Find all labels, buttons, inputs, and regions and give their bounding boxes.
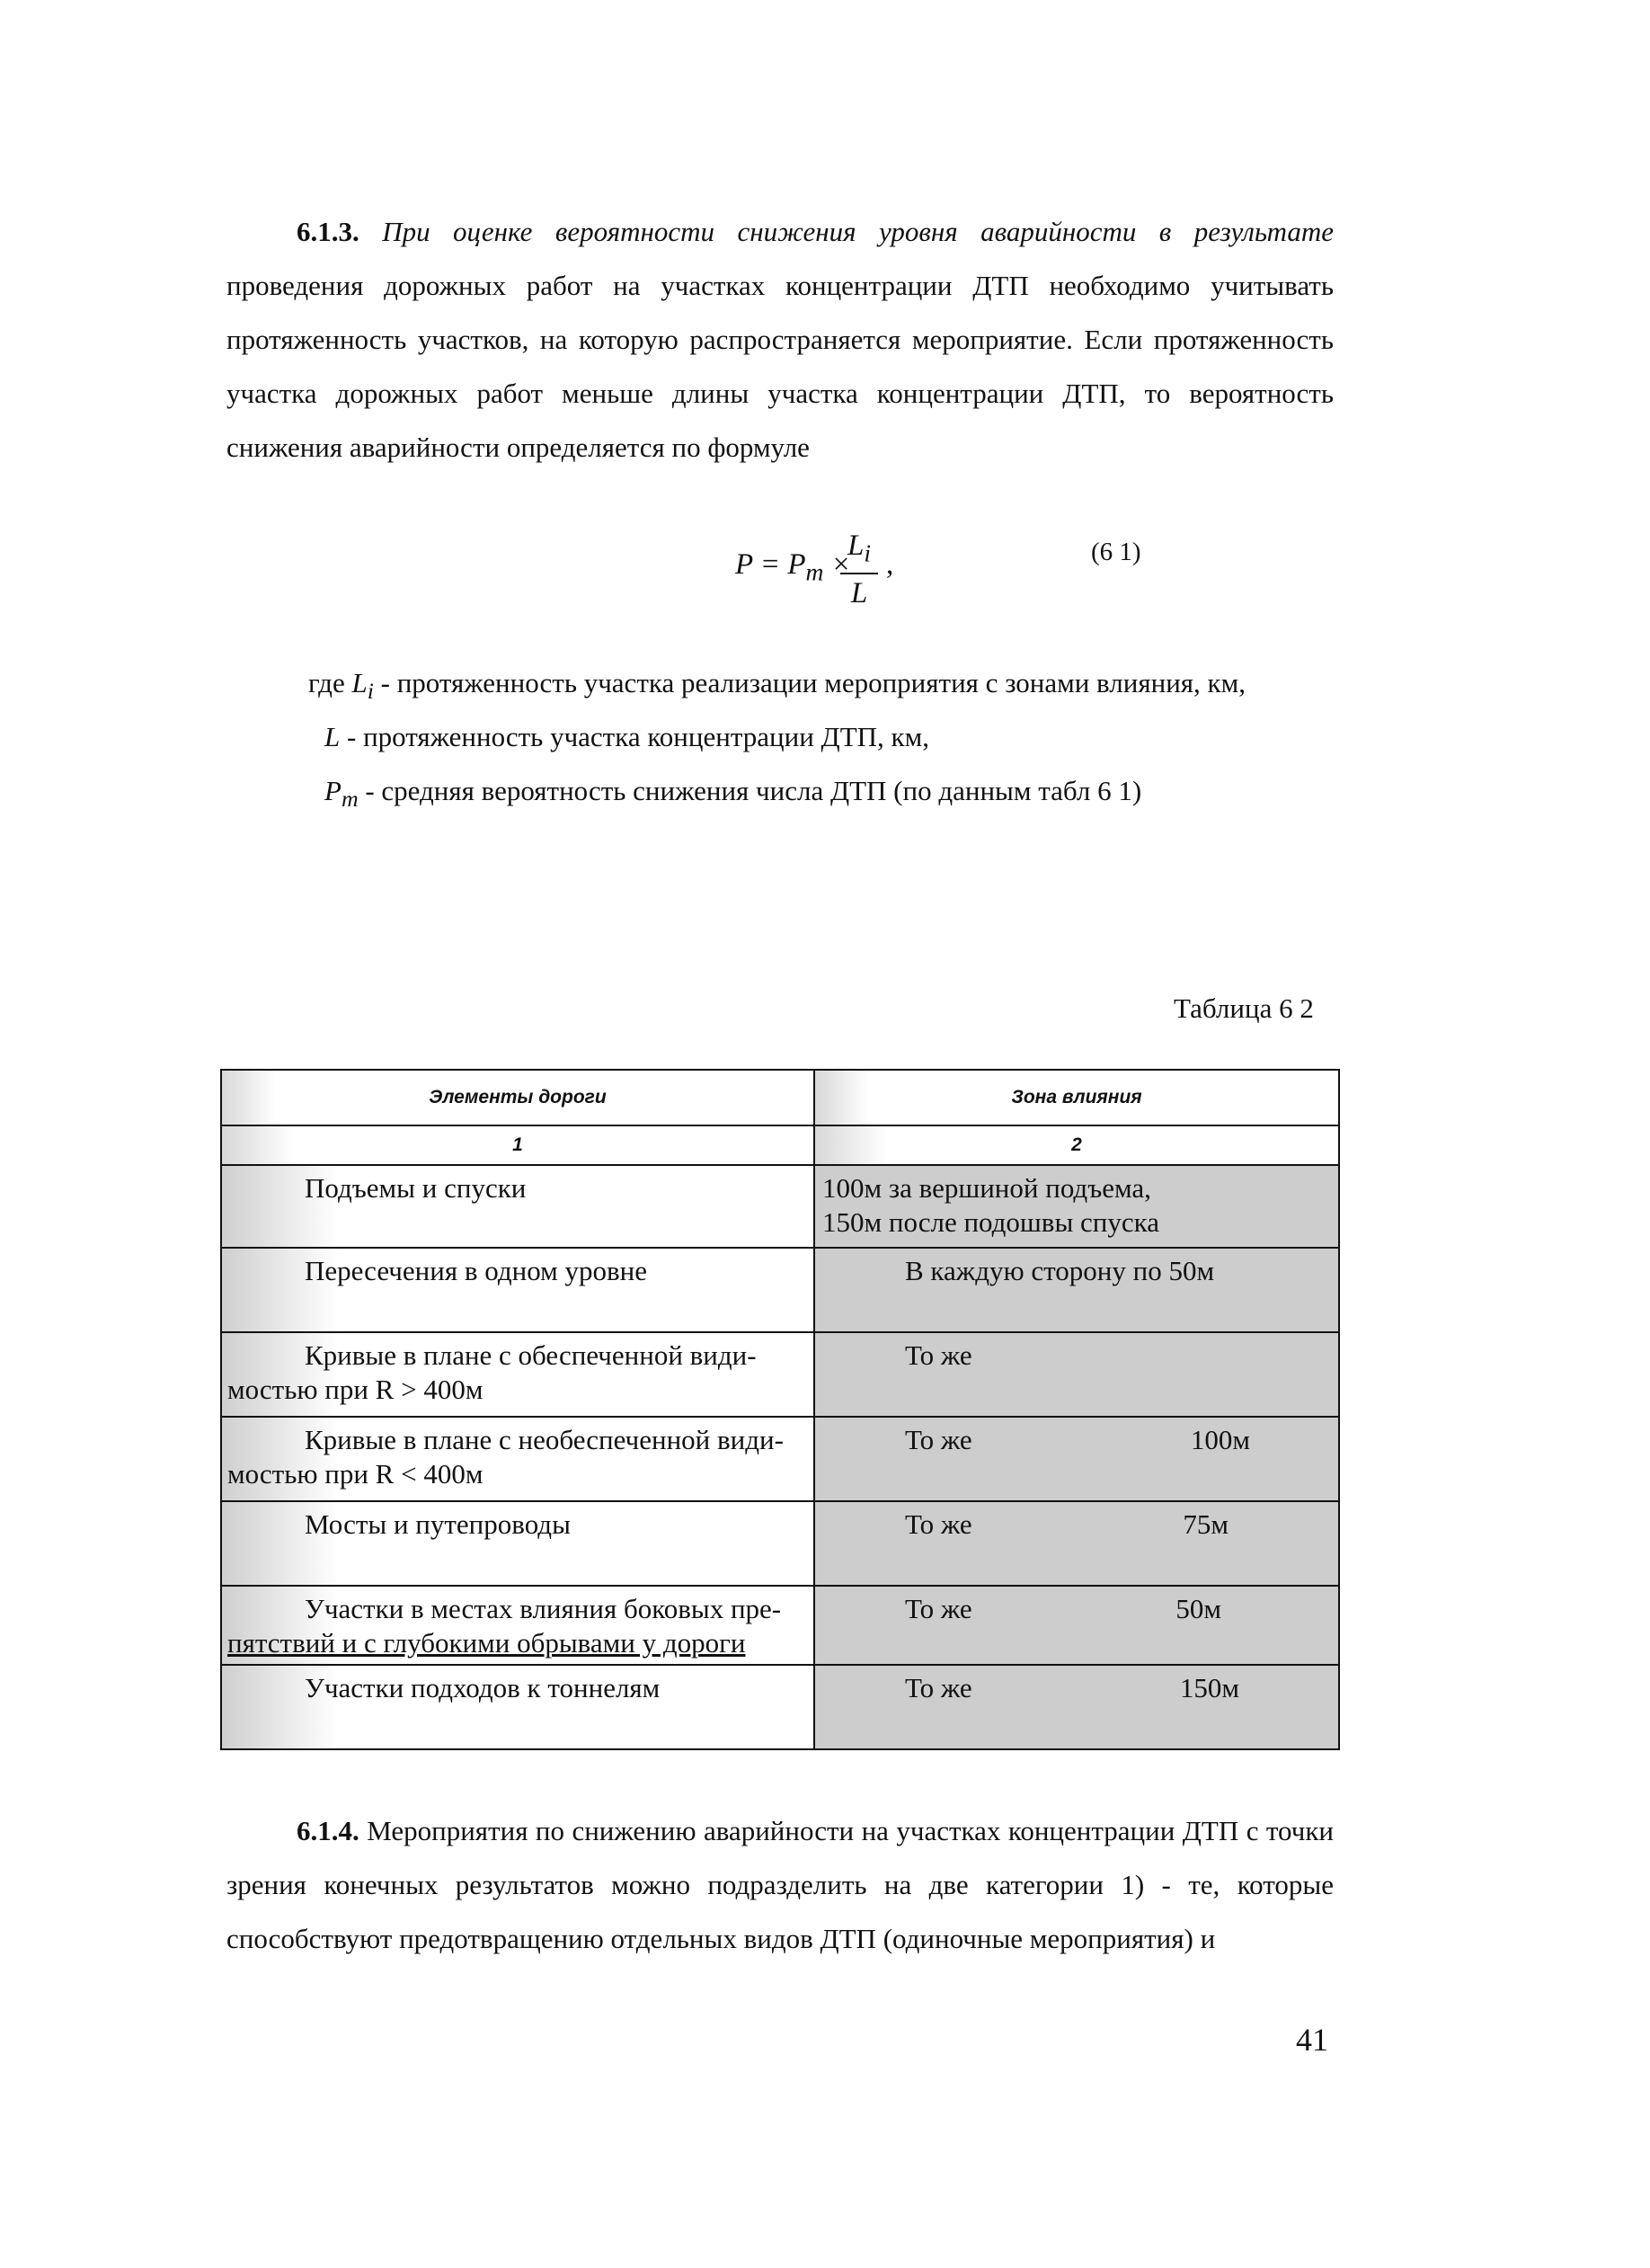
header-road-elements: Элементы дороги — [221, 1070, 814, 1125]
table-row — [221, 1501, 1339, 1586]
fraction-numerator — [837, 529, 882, 571]
zone-text: То же — [905, 1424, 972, 1455]
formula-comma: , — [886, 548, 894, 581]
formula-left — [735, 548, 851, 587]
formula-sub-m: m — [805, 557, 824, 586]
zone-cell — [814, 1332, 1339, 1417]
element-cell — [221, 1665, 814, 1749]
zone-text-line-1: 100м за вершиной подъема, — [822, 1172, 1151, 1204]
formula-lhs: P = P — [735, 548, 806, 581]
element-text: Подъемы и спуски — [305, 1172, 527, 1204]
element-text: Мосты и путепроводы — [305, 1508, 571, 1540]
equation-number: (6 1) — [1091, 538, 1141, 566]
element-cell — [221, 1501, 814, 1586]
element-text-line-1: Кривые в плане с обеспеченной види- — [305, 1339, 757, 1371]
zone-text: В каждую сторону по 50м — [905, 1255, 1215, 1286]
where-line-1 — [308, 665, 1246, 709]
column-number-1: 1 — [221, 1125, 814, 1165]
formula-6-1 — [735, 529, 1005, 609]
zone-text: То же — [905, 1508, 972, 1540]
element-text-line-1: Кривые в плане с необеспеченной види- — [305, 1424, 784, 1455]
numerator-sub: i — [864, 538, 871, 567]
zone-text: То же — [905, 1593, 972, 1624]
table-column-number-row — [221, 1125, 1339, 1165]
table-row — [221, 1165, 1339, 1248]
zone-value: 150м — [1179, 1672, 1239, 1703]
paragraph-6-1-3 — [226, 205, 1334, 475]
formula-fraction — [837, 529, 882, 610]
zone-text: То же — [905, 1339, 972, 1371]
element-cell — [221, 1332, 814, 1417]
fraction-bar — [840, 573, 878, 574]
table-row — [221, 1332, 1339, 1417]
zone-cell — [814, 1586, 1339, 1665]
zone-cell — [814, 1665, 1339, 1749]
zone-cell — [814, 1417, 1339, 1501]
page-number: 41 — [1296, 2022, 1328, 2058]
table-row — [221, 1665, 1339, 1749]
where-line-3 — [324, 773, 1141, 817]
zone-value: 50м — [1175, 1593, 1221, 1624]
formula-times: × — [823, 548, 851, 581]
paragraph-text: Мероприятия по снижению аварийности на участках концентрации ДТП с точки зрения конечных результатов можно подразделить на две категории 1) - те, которые способствуют предотвращению отдельных видов ДТП (одиночные мероприятия) и — [226, 1815, 1334, 1954]
zone-text-line-2: 150м после подошвы спуска — [822, 1206, 1159, 1238]
influence-zone-table — [220, 1069, 1340, 1750]
where-prefix: где — [308, 667, 345, 698]
where-symbol: P — [324, 775, 342, 806]
paragraph-text: проведения дорожных работ на участках концентрации ДТП необходимо учитывать протяженность участков, на которую распространяется мероприятие. Если протяженность участка дорожных работ меньше длины участка концентрации ДТП, то вероятность снижения аварийности определяется по формуле — [226, 270, 1334, 463]
element-text: Пересечения в одном уровне — [305, 1255, 647, 1286]
zone-cell — [814, 1501, 1339, 1586]
where-symbol: L — [324, 721, 341, 752]
element-cell — [221, 1165, 814, 1248]
element-text-line-2: мостью при R > 400м — [227, 1374, 483, 1405]
column-number-2: 2 — [814, 1125, 1339, 1165]
zone-value: 100м — [1190, 1424, 1250, 1455]
section-number: 6.1.3. — [297, 216, 359, 247]
element-text-line-2: мостью при R < 400м — [227, 1458, 483, 1490]
paragraph-italic-text: При оценке вероятности снижения уровня аварийности в результате — [382, 216, 1335, 247]
where-line-2 — [324, 719, 929, 755]
where-text: - протяженность участка концентрации ДТП, км, — [340, 721, 929, 752]
where-symbol: L — [351, 667, 368, 698]
where-symbol-sub: i — [367, 678, 374, 705]
header-influence-zone: Зона влияния — [814, 1070, 1339, 1125]
section-number: 6.1.4. — [297, 1815, 359, 1846]
paragraph-6-1-4 — [226, 1804, 1334, 1966]
element-text-line-1: Участки в местах влияния боковых пре- — [305, 1593, 782, 1624]
zone-value: 75м — [1183, 1508, 1229, 1540]
where-symbol-sub: m — [341, 786, 359, 813]
zone-text: То же — [905, 1672, 972, 1703]
where-text: - протяженность участка реализации мероприятия с зонами влияния, км, — [373, 667, 1246, 698]
element-text-line-2: пятствий и с глубокими обрывами у дороги — [227, 1627, 746, 1659]
table-header-row — [221, 1070, 1339, 1125]
table-row — [221, 1586, 1339, 1665]
element-cell — [221, 1417, 814, 1501]
element-text: Участки подходов к тоннелям — [305, 1672, 661, 1703]
zone-cell — [814, 1248, 1339, 1332]
element-cell — [221, 1248, 814, 1332]
fraction-denominator: L — [850, 576, 868, 609]
zone-cell — [814, 1165, 1339, 1248]
table-caption: Таблица 6 2 — [1174, 992, 1314, 1024]
element-cell — [221, 1586, 814, 1665]
table-row — [221, 1417, 1339, 1501]
numerator-symbol: L — [847, 529, 865, 562]
where-text: - средняя вероятность снижения числа ДТП (по данным табл 6 1) — [358, 775, 1142, 806]
table-row — [221, 1248, 1339, 1332]
